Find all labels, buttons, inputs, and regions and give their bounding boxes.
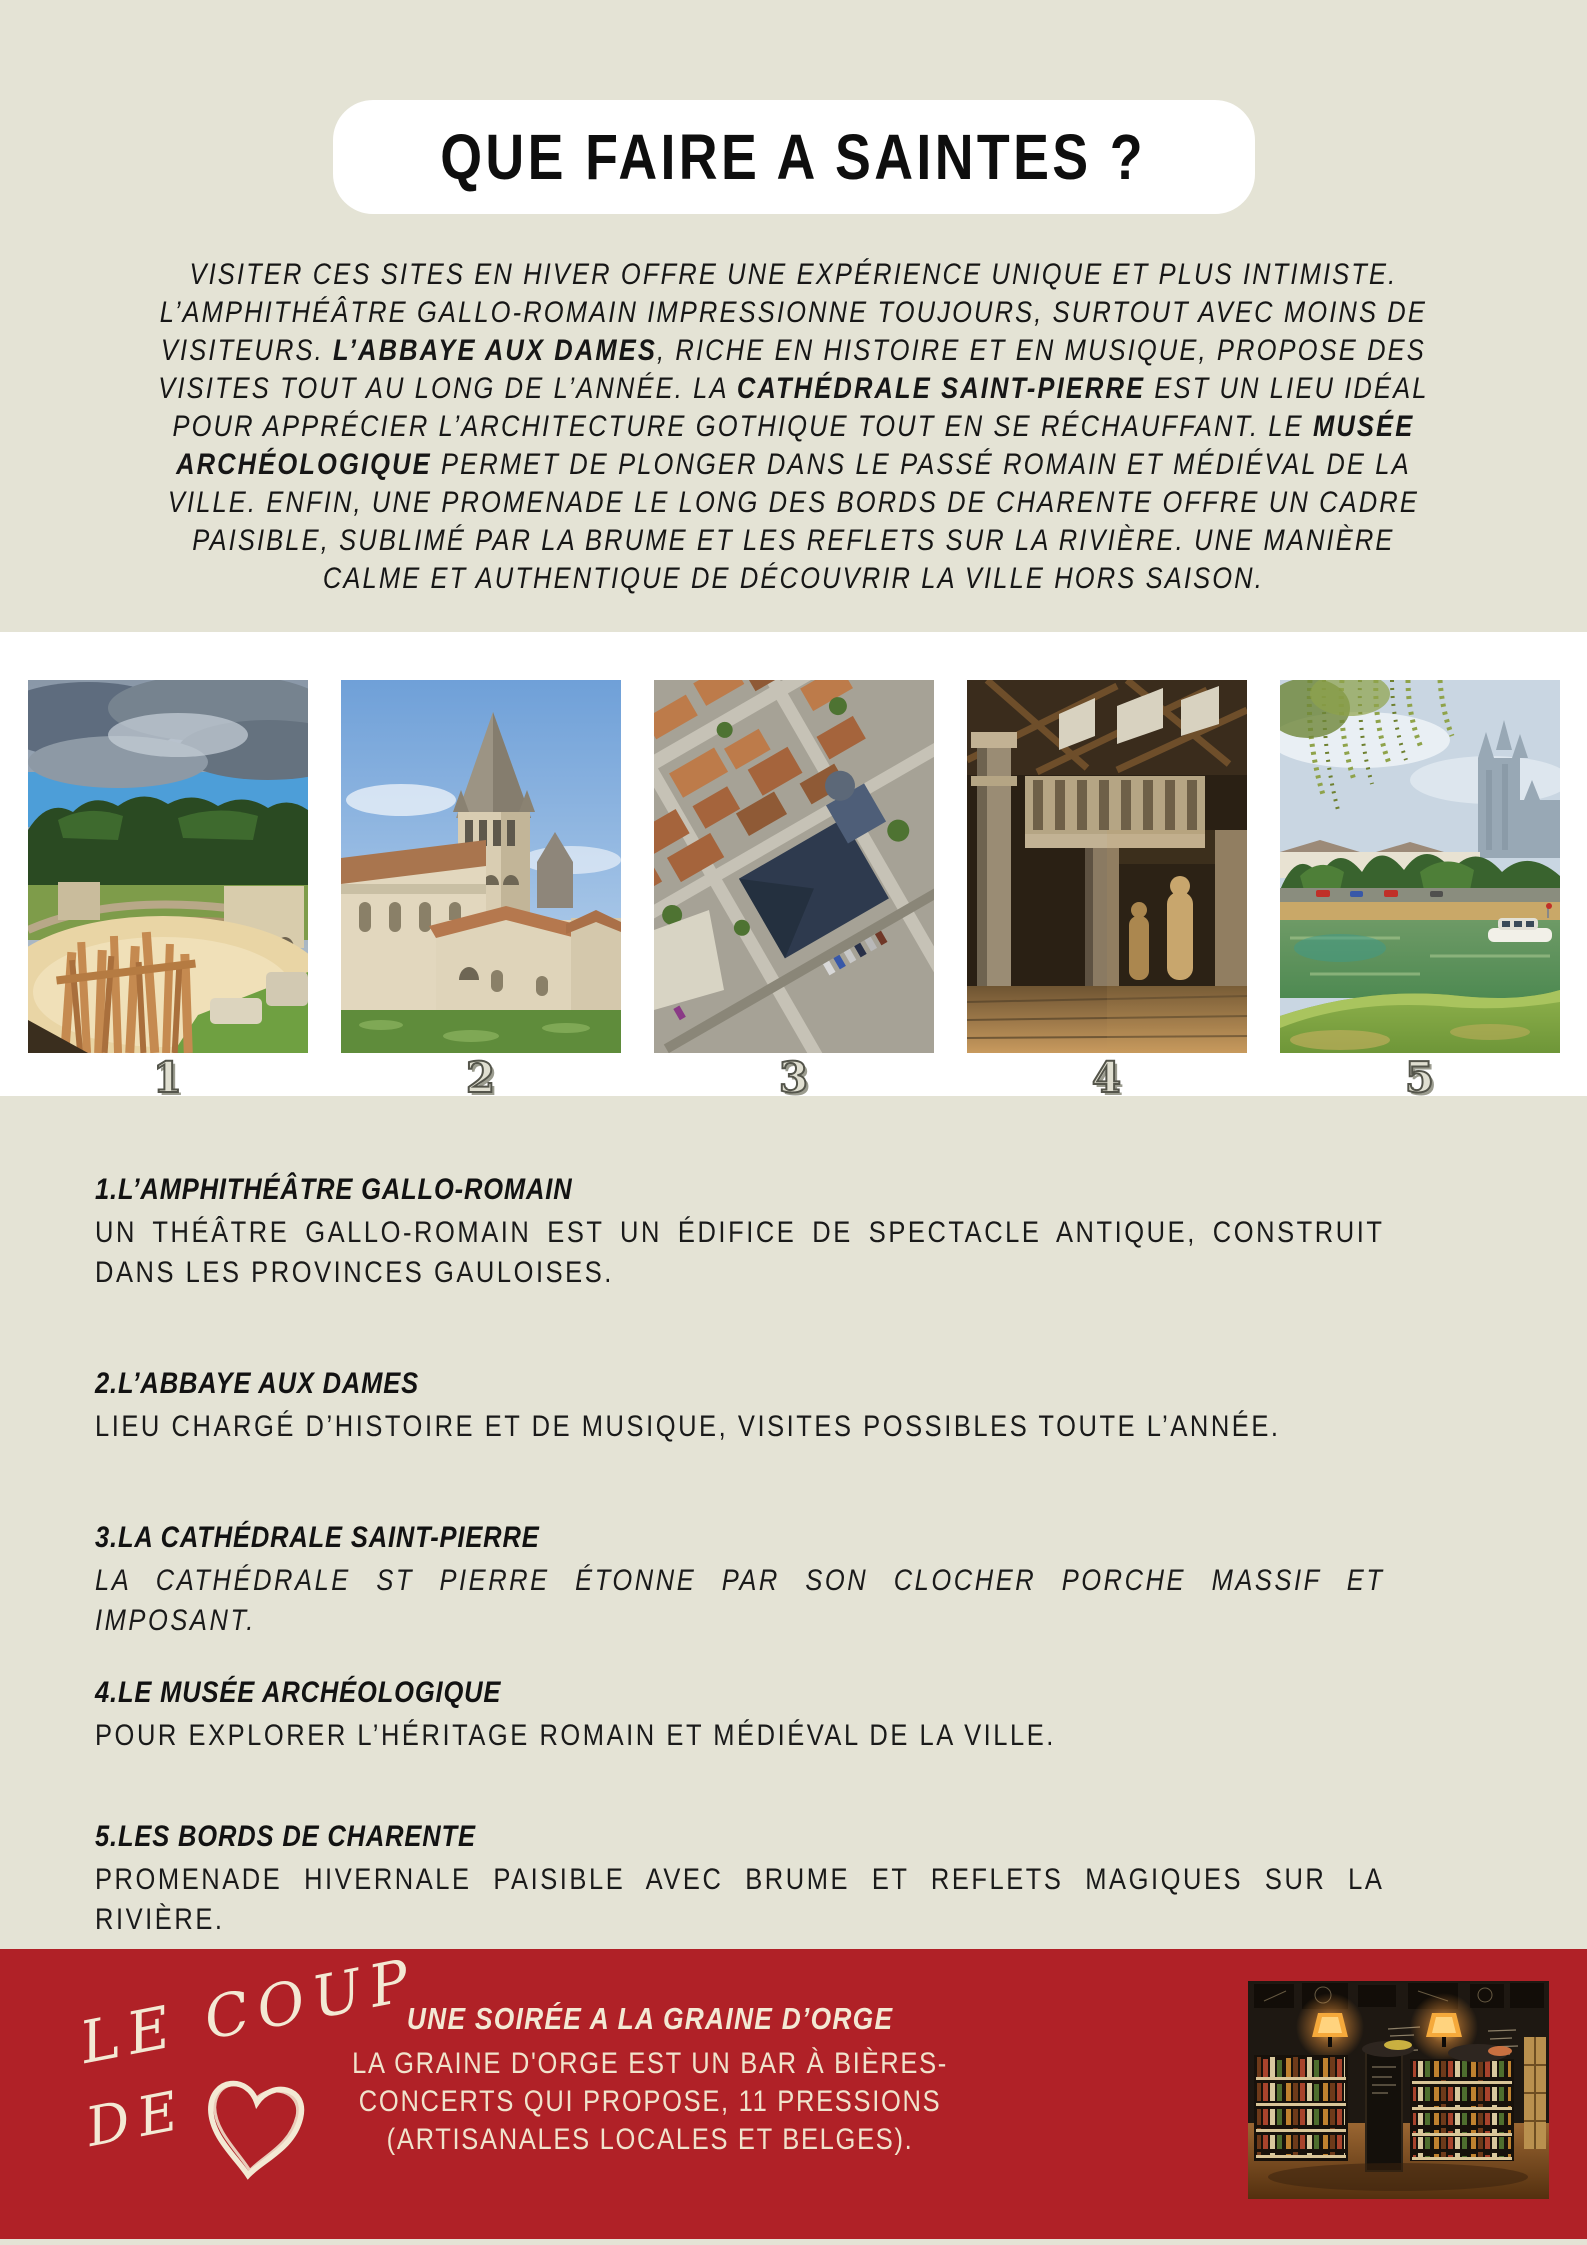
photo-number-2: 2 <box>465 1053 496 1102</box>
item-body: LA CATHÉDRALE ST PIERRE ÉTONNE PAR SON CLOCHER PORCHE MASSIF ET IMPOSANT. <box>95 1564 1385 1637</box>
photo-abbaye-aux-dames <box>341 680 621 1102</box>
item-heading: 3.LA CATHÉDRALE SAINT-PIERRE <box>95 1521 540 1554</box>
photo-row <box>0 680 1587 1102</box>
intro-bold-segment: CATHÉDRALE SAINT-PIERRE <box>736 372 1146 405</box>
list-item-abbaye <box>95 1365 1385 1447</box>
intro-bold-segment: MUSÉE ARCHÉOLOGIQUE <box>176 410 1415 481</box>
list-item-amphitheatre <box>95 1171 1385 1293</box>
intro-segment: VISITER CES SITES EN HIVER OFFRE UNE EXPÉRIENCE UNIQUE ET PLUS INTIMISTE. L’AMPHITHÉÂTRE GALLO-ROMAIN IMPRESSIONNE TOUJOURS, SURTOUT AVEC MOINS DE VISITEURS. <box>159 258 1428 367</box>
footer-body: LA GRAINE D'ORGE EST UN BAR À BIÈRES-CONCERTS QUI PROPOSE, 11 PRESSIONS (ARTISANALES LOCALES ET BELGES). <box>352 2047 948 2156</box>
charente-photo-art <box>1280 680 1560 1053</box>
shelf-unit-left <box>1254 2055 1348 2161</box>
photo-number-3: 3 <box>778 1053 809 1102</box>
intro-paragraph <box>144 256 1444 598</box>
list-item-bords-de-charente <box>95 1818 1385 1940</box>
intro-segment: EST UN LIEU IDÉAL POUR APPRÉCIER L’ARCHITECTURE GOTHIQUE TOUT EN SE RÉCHAUFFANT. LE <box>172 372 1429 443</box>
photo-number-4: 4 <box>1091 1053 1122 1102</box>
header-section <box>0 0 1587 632</box>
item-body: UN THÉÂTRE GALLO-ROMAIN EST UN ÉDIFICE DE SPECTACLE ANTIQUE, CONSTRUIT DANS LES PROVINCES GAULOISES. <box>95 1216 1385 1289</box>
photo-musee-archeologique <box>967 680 1247 1102</box>
item-body: PROMENADE HIVERNALE PAISIBLE AVEC BRUME ET REFLETS MAGIQUES SUR LA RIVIÈRE. <box>95 1863 1385 1936</box>
shelf-unit-right <box>1410 2059 1514 2161</box>
musee-photo-art <box>967 680 1247 1053</box>
attractions-list <box>0 1096 1587 1949</box>
heart-icon <box>182 2063 327 2190</box>
photo-amphitheatre <box>28 680 308 1102</box>
footer-title: UNE SOIRÉE A LA GRAINE D’ORGE <box>406 2001 894 2036</box>
intro-bold-segment: L’ABBAYE AUX DAMES <box>333 334 658 367</box>
list-item-cathedrale <box>95 1519 1385 1641</box>
item-body: LIEU CHARGÉ D’HISTOIRE ET DE MUSIQUE, VISITES POSSIBLES TOUTE L’ANNÉE. <box>95 1410 1281 1443</box>
intro-segment: PERMET DE PLONGER DANS LE PASSÉ ROMAIN ET MÉDIÉVAL DE LA VILLE. ENFIN, UNE PROMENADE LE LONG DES BORDS DE CHARENTE OFFRE UN CADRE PAISIBLE, SUBLIMÉ PAR LA BRUME ET LES REFLETS SUR LA RIVIÈRE. UNE MANIÈRE CALME ET AUTHENTIQUE DE DÉCOUVRIR LA VILLE HORS SAISON. <box>167 448 1420 595</box>
aerial-photo-art <box>654 680 934 1053</box>
abbaye-photo-art <box>341 680 621 1053</box>
item-body: POUR EXPLORER L’HÉRITAGE ROMAIN ET MÉDIÉVAL DE LA VILLE. <box>95 1719 1056 1752</box>
item-heading: 2.L’ABBAYE AUX DAMES <box>95 1367 419 1400</box>
coup-de-coeur-script-line2: DE <box>80 2077 192 2160</box>
list-item-musee <box>95 1674 1385 1756</box>
photo-bords-de-charente <box>1280 680 1560 1102</box>
item-heading: 5.LES BORDS DE CHARENTE <box>95 1820 476 1853</box>
photo-gallery <box>0 632 1587 1102</box>
page-title: QUE FAIRE A SAINTES ? <box>440 121 1147 193</box>
photo-number-5: 5 <box>1404 1053 1435 1102</box>
footer-text-block <box>320 2001 980 2159</box>
photo-number-1: 1 <box>152 1053 183 1102</box>
bar-photo-art <box>1248 1981 1549 2199</box>
footer-highlight <box>0 1944 1587 2239</box>
bar-photo <box>1248 1981 1549 2199</box>
title-box <box>333 100 1255 214</box>
coup-de-coeur-script-line1: LE COUP <box>74 1944 424 2078</box>
amphitheatre-photo-art <box>28 680 308 1053</box>
item-heading: 1.L’AMPHITHÉÂTRE GALLO-ROMAIN <box>95 1173 573 1206</box>
item-heading: 4.LE MUSÉE ARCHÉOLOGIQUE <box>95 1676 502 1709</box>
photo-vue-aerienne <box>654 680 934 1102</box>
intro-segment: , RICHE EN HISTOIRE ET EN MUSIQUE, PROPOSE DES VISITES TOUT AU LONG DE L’ANNÉE. LA <box>158 334 1427 405</box>
menu-chalkboard <box>1366 2053 1402 2171</box>
